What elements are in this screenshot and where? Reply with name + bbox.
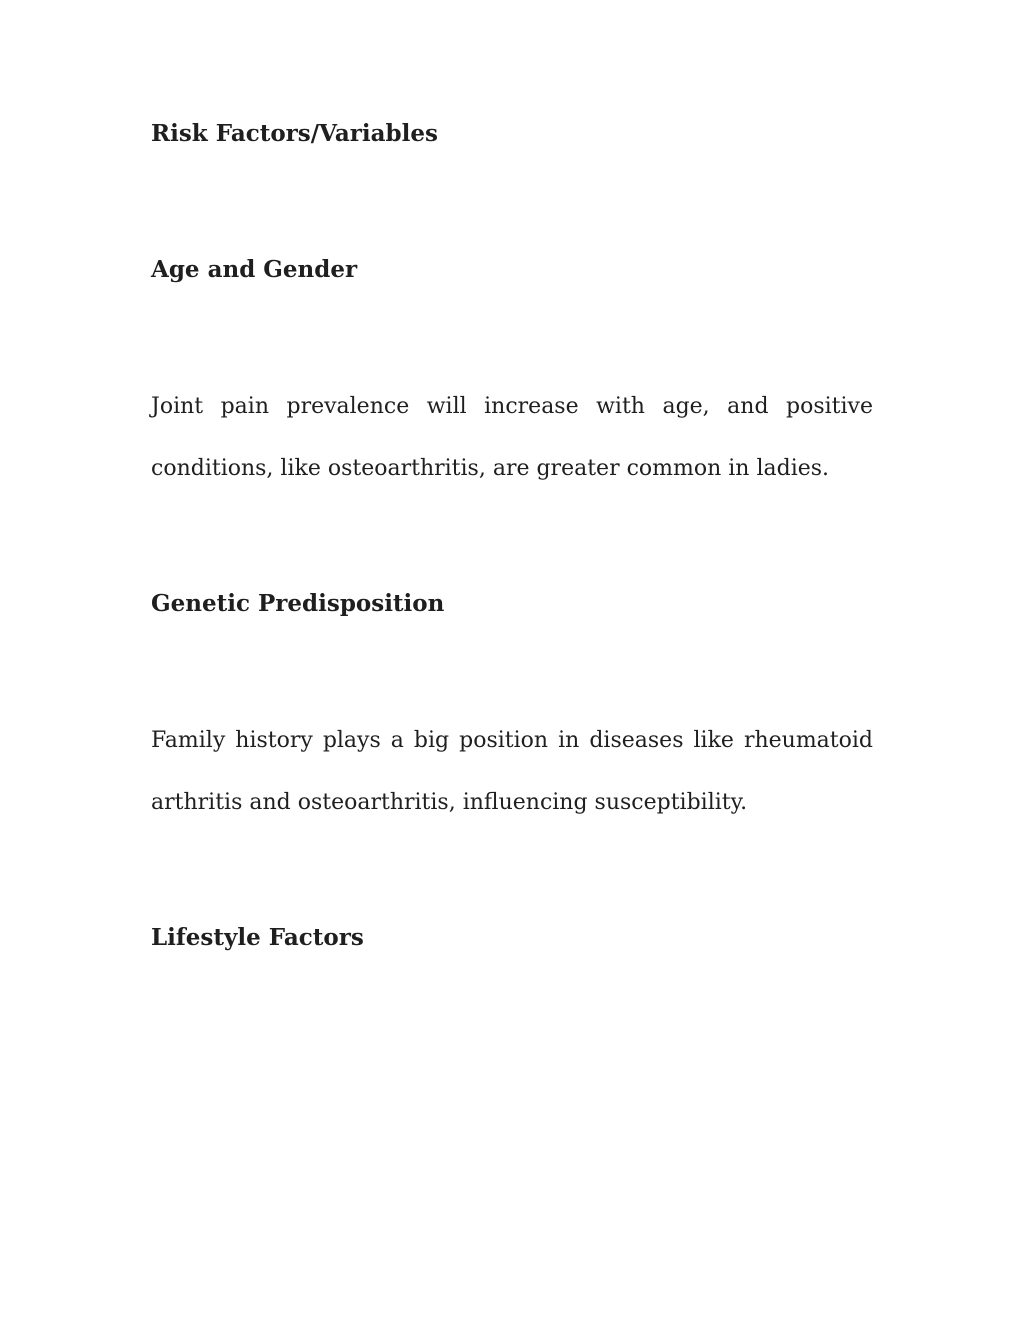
section-heading-lifestyle-factors: Lifestyle Factors (151, 924, 364, 951)
paragraph-genetic-predisposition: Family history plays a big position in diseases like rheumatoid arthritis and osteoarthritis, influencing susceptibility. (151, 728, 873, 815)
section-heading-age-gender: Age and Gender (151, 256, 358, 283)
paragraph-age-gender: Joint pain prevalence will increase with age, and positive conditions, like osteoarthritis, are greater common in ladies. (151, 394, 873, 481)
section-heading-risk-factors: Risk Factors/Variables (151, 120, 438, 147)
section-heading-genetic-predisposition: Genetic Predisposition (151, 590, 445, 617)
